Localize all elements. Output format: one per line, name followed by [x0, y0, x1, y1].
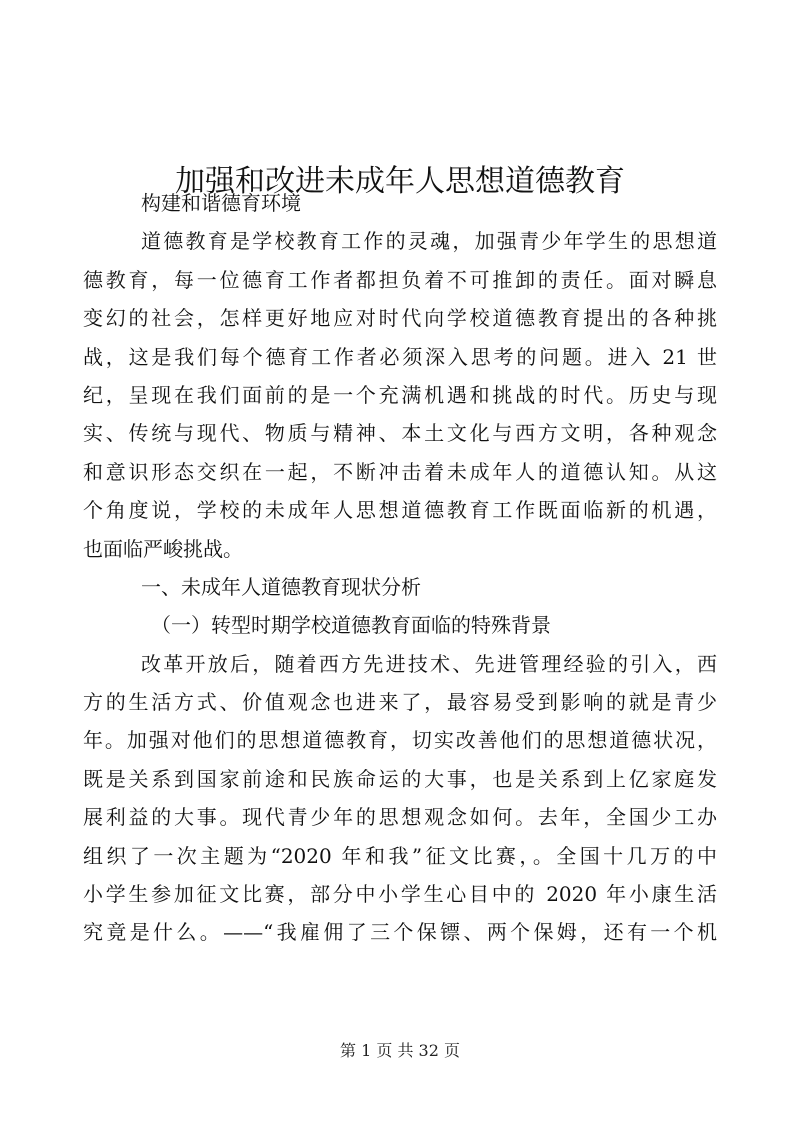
paragraph-line: 纪，呈现在我们面前的是一个充满机遇和挑战的时代。历史与现 [83, 382, 717, 407]
paragraph-line: 展利益的大事。现代青少年的思想观念如何。去年，全国少工办 [83, 805, 717, 830]
paragraph-line: 战，这是我们每个德育工作者必须深入思考的问题。进入 21 世 [83, 344, 717, 369]
paragraph-line: 究竟是什么。——“我雇佣了三个保镖、两个保姆，还有一个机 [83, 920, 717, 945]
paragraph-line: 德教育，每一位德育工作者都担负着不可推卸的责任。面对瞬息 [83, 267, 717, 292]
paragraph-line: 也面临严峻挑战。 [83, 536, 243, 561]
paragraph-line: 既是关系到国家前途和民族命运的大事，也是关系到上亿家庭发 [83, 766, 717, 791]
paragraph-line: 改革开放后，随着西方先进技术、先进管理经验的引入，西 [141, 651, 717, 676]
document-title: 加强和改进未成年人思想道德教育 [175, 164, 625, 200]
paragraph-line: 变幻的社会，怎样更好地应对时代向学校道德教育提出的各种挑 [83, 306, 717, 331]
paragraph-line: 组织了一次主题为“2020 年和我”征文比赛，。全国十几万的中 [83, 843, 717, 868]
section-heading: 一、未成年人道德教育现状分析 [141, 574, 421, 599]
paragraph-line: 和意识形态交织在一起，不断冲击着未成年人的道德认知。从这 [83, 459, 717, 484]
paragraph-line: 小学生参加征文比赛，部分中小学生心目中的 2020 年小康生活 [83, 882, 717, 907]
subtitle-line: 构建和谐德育环境 [141, 191, 301, 215]
subsection-heading: （一）转型时期学校道德教育面临的特殊背景 [151, 613, 551, 638]
paragraph-line: 实、传统与现代、物质与精神、本土文化与西方文明，各种观念 [83, 421, 717, 446]
paragraph-line: 年。加强对他们的思想道德教育，切实改善他们的思想道德状况， [83, 728, 717, 753]
page-number: 第 1 页 共 32 页 [340, 1041, 460, 1060]
paragraph-line: 方的生活方式、价值观念也进来了，最容易受到影响的就是青少 [83, 690, 717, 715]
paragraph-line: 个角度说，学校的未成年人思想道德教育工作既面临新的机遇， [83, 498, 717, 523]
document-body [83, 184, 717, 952]
paragraph-line: 道德教育是学校教育工作的灵魂，加强青少年学生的思想道 [141, 229, 717, 254]
